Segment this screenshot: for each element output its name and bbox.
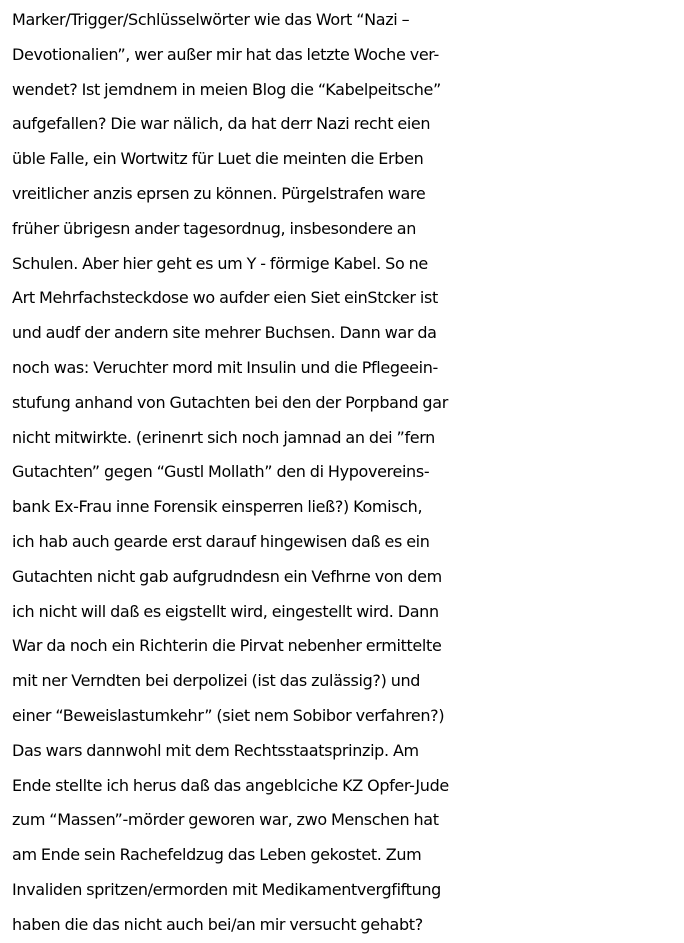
text-line: nicht mitwirkte. (erinenrt sich noch jamnad an dei ”fern — [12, 427, 435, 447]
text-line: und audf der andern site mehrer Buchsen. Dann war da — [12, 323, 437, 343]
text-line: bank Ex-Frau inne Forensik einsperren ließ?) Komisch, — [12, 497, 423, 517]
text-line: einer “Beweislastumkehr” (siet nem Sobibor verfahren?) — [12, 705, 445, 725]
text-line: zum “Massen”-mörder geworen war, zwo Menschen hat — [12, 810, 439, 830]
text-line: Invaliden spritzen/ermorden mit Medikamentvergfiftung — [12, 879, 441, 899]
text-line: wendet? Ist jemdnem in meien Blog die “Kabelpeitsche” — [12, 79, 441, 99]
text-line: Das wars dannwohl mit dem Rechtsstaatsprinzip. Am — [12, 740, 419, 760]
text-line: mit ner Verndten bei derpolizei (ist das zulässig?) und — [12, 671, 421, 691]
text-line: am Ende sein Rachefeldzug das Leben gekostet. Zum — [12, 845, 422, 865]
text-line: noch was: Veruchter mord mit Insulin und die Pflegeein- — [12, 357, 438, 377]
text-line: Ende stellte ich herus daß das angeblciche KZ Opfer-Jude — [12, 775, 449, 795]
text-line: Marker/Trigger/Schlüsselwörter wie das Wort “Nazi – — [12, 10, 410, 29]
text-line: Devotionalien”, wer außer mir hat das letzte Woche ver- — [12, 44, 439, 64]
text-line: ich hab auch gearde erst darauf hingewisen daß es ein — [12, 531, 430, 551]
text-line: War da noch ein Richterin die Pirvat nebenher ermittelte — [12, 636, 442, 656]
text-line: üble Falle, ein Wortwitz für Luet die meinten die Erben — [12, 149, 424, 169]
text-line: Gutachten” gegen “Gustl Mollath” den di Hypovereins- — [12, 462, 430, 482]
text-line: stufung anhand von Gutachten bei den der Porpband gar — [12, 392, 448, 412]
text-line: Gutachten nicht gab aufgrudndesn ein Vefhrne von dem — [12, 566, 442, 586]
text-line: haben die das nicht auch bei/an mir versucht gehabt? — [12, 914, 423, 934]
text-line: ich nicht will daß es eigstellt wird, eingestellt wird. Dann — [12, 601, 439, 621]
text-line: Art Mehrfachsteckdose wo aufder eien Siet einStcker ist — [12, 288, 438, 308]
document-page — [12, 3, 680, 943]
text-line: aufgefallen? Die war nälich, da hat derr Nazi recht eien — [12, 114, 431, 134]
text-line: früher übrigesn ander tagesordnug, insbesondere an — [12, 218, 417, 238]
text-line: Schulen. Aber hier geht es um Y - förmige Kabel. So ne — [12, 253, 428, 273]
text-line: vreitlicher anzis eprsen zu können. Pürgelstrafen ware — [12, 183, 426, 203]
